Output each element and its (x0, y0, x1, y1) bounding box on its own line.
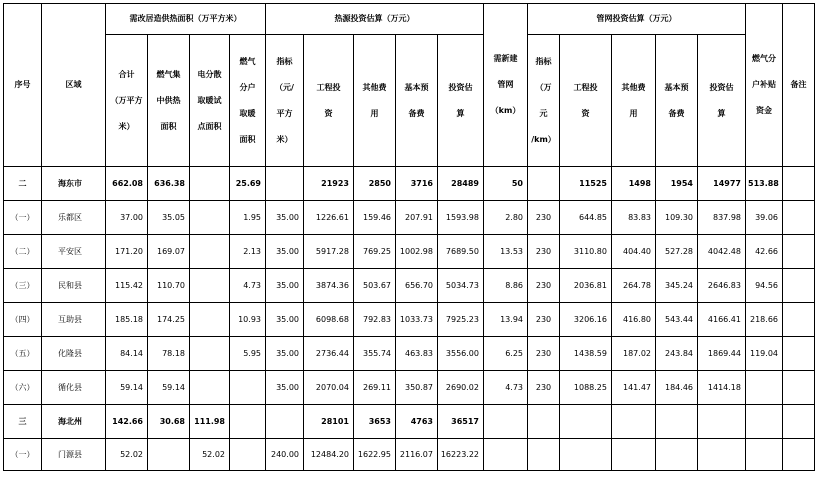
pipe-km-cell: 13.53 (484, 235, 528, 269)
p-other-cell: 416.80 (612, 303, 656, 337)
seq-cell: （六） (4, 371, 42, 405)
p-reserve-cell (656, 439, 698, 471)
total-area-cell: 662.08 (106, 167, 148, 201)
p-eng-cell: 1438.59 (560, 337, 612, 371)
pipe-km-cell: 50 (484, 167, 528, 201)
remark-cell (783, 167, 815, 201)
hs-other-cell: 1622.95 (354, 439, 396, 471)
hs-index-cell (266, 167, 304, 201)
subsidy-cell: 513.88 (746, 167, 783, 201)
p-reserve-cell: 109.30 (656, 201, 698, 235)
table-row (4, 201, 815, 235)
elec-area-cell (190, 303, 230, 337)
p-reserve-cell (656, 405, 698, 439)
elec-area-cell (190, 269, 230, 303)
subsidy-cell (746, 371, 783, 405)
subsidy-cell: 39.06 (746, 201, 783, 235)
gas-house-cell: 25.69 (230, 167, 266, 201)
p-index-cell: 230 (528, 201, 560, 235)
hs-reserve-cell: 1002.98 (396, 235, 438, 269)
pipe-km-cell (484, 439, 528, 471)
table-row (4, 337, 815, 371)
hs-index-cell: 35.00 (266, 337, 304, 371)
hs-index-header: 指标 （元/ 平方 米） (266, 35, 304, 167)
hs-other-header: 其他费 用 (354, 35, 396, 167)
hs-other-cell: 159.46 (354, 201, 396, 235)
region-cell: 化隆县 (42, 337, 106, 371)
hs-eng-cell: 28101 (304, 405, 354, 439)
pipe-km-cell: 13.94 (484, 303, 528, 337)
gas-house-header: 燃气 分户 取暖 面积 (230, 35, 266, 167)
p-reserve-cell: 184.46 (656, 371, 698, 405)
hs-eng-header: 工程投 资 (304, 35, 354, 167)
subsidy-header: 燃气分 户补贴 资金 (746, 4, 783, 167)
p-total-cell: 2646.83 (698, 269, 746, 303)
seq-cell: 二 (4, 167, 42, 201)
p-total-cell: 1414.18 (698, 371, 746, 405)
p-total-cell: 4166.41 (698, 303, 746, 337)
pipe-build-header: 需新建 管网 （km） (484, 4, 528, 167)
elec-area-cell (190, 371, 230, 405)
hs-eng-cell: 12484.20 (304, 439, 354, 471)
remark-cell (783, 439, 815, 471)
region-cell: 海东市 (42, 167, 106, 201)
hs-eng-cell: 21923 (304, 167, 354, 201)
hs-index-cell: 35.00 (266, 371, 304, 405)
pipe-group-header: 管网投资估算（万元） (528, 4, 746, 35)
total-area-cell: 185.18 (106, 303, 148, 337)
gas-house-cell: 2.13 (230, 235, 266, 269)
total-area-cell: 115.42 (106, 269, 148, 303)
hs-other-cell: 792.83 (354, 303, 396, 337)
p-eng-cell: 3110.80 (560, 235, 612, 269)
gas-central-cell: 35.05 (148, 201, 190, 235)
total-area-header: 合计 （万平方 米） (106, 35, 148, 167)
p-total-cell: 837.98 (698, 201, 746, 235)
p-total-header: 投资估 算 (698, 35, 746, 167)
p-eng-cell: 3206.16 (560, 303, 612, 337)
gas-house-cell (230, 405, 266, 439)
p-eng-cell (560, 405, 612, 439)
gas-central-cell: 78.18 (148, 337, 190, 371)
hs-reserve-cell: 4763 (396, 405, 438, 439)
elec-area-header: 电分散 取暖试 点面积 (190, 35, 230, 167)
hs-index-cell: 240.00 (266, 439, 304, 471)
hs-reserve-header: 基本预 备费 (396, 35, 438, 167)
hs-index-cell: 35.00 (266, 303, 304, 337)
region-cell: 循化县 (42, 371, 106, 405)
remark-cell (783, 371, 815, 405)
gas-central-cell: 110.70 (148, 269, 190, 303)
p-eng-cell: 1088.25 (560, 371, 612, 405)
p-reserve-cell: 345.24 (656, 269, 698, 303)
region-cell: 民和县 (42, 269, 106, 303)
elec-area-cell: 52.02 (190, 439, 230, 471)
gas-house-cell: 4.73 (230, 269, 266, 303)
hs-reserve-cell: 2116.07 (396, 439, 438, 471)
hs-reserve-cell: 207.91 (396, 201, 438, 235)
remark-header: 备注 (783, 4, 815, 167)
table-row (4, 269, 815, 303)
p-eng-cell: 11525 (560, 167, 612, 201)
p-index-cell: 230 (528, 235, 560, 269)
table-row (4, 235, 815, 269)
seq-cell: （一） (4, 201, 42, 235)
remark-cell (783, 337, 815, 371)
table-row (4, 405, 815, 439)
p-other-cell: 187.02 (612, 337, 656, 371)
pipe-km-cell: 6.25 (484, 337, 528, 371)
hs-reserve-cell: 350.87 (396, 371, 438, 405)
remark-cell (783, 269, 815, 303)
region-cell: 互助县 (42, 303, 106, 337)
p-other-cell: 404.40 (612, 235, 656, 269)
elec-area-cell (190, 337, 230, 371)
gas-central-cell: 636.38 (148, 167, 190, 201)
p-other-header: 其他费 用 (612, 35, 656, 167)
hs-total-cell: 2690.02 (438, 371, 484, 405)
p-index-cell: 230 (528, 371, 560, 405)
region-cell: 乐都区 (42, 201, 106, 235)
heating-area-group-header: 需改居造供热面积（万平方米） (106, 4, 266, 35)
hs-reserve-cell: 1033.73 (396, 303, 438, 337)
elec-area-cell: 111.98 (190, 405, 230, 439)
p-reserve-cell: 527.28 (656, 235, 698, 269)
hs-total-cell: 7925.23 (438, 303, 484, 337)
table-row (4, 303, 815, 337)
subsidy-cell (746, 439, 783, 471)
hs-reserve-cell: 656.70 (396, 269, 438, 303)
hs-eng-cell: 2070.04 (304, 371, 354, 405)
header-row-1 (4, 4, 815, 35)
gas-central-cell: 59.14 (148, 371, 190, 405)
remark-cell (783, 235, 815, 269)
heat-source-group-header: 热源投资估算（万元） (266, 4, 484, 35)
region-header: 区域 (42, 4, 106, 167)
p-index-cell (528, 405, 560, 439)
pipe-km-cell: 8.86 (484, 269, 528, 303)
hs-reserve-cell: 3716 (396, 167, 438, 201)
hs-other-cell: 2850 (354, 167, 396, 201)
seq-cell: （一） (4, 439, 42, 471)
p-total-cell (698, 439, 746, 471)
seq-cell: 三 (4, 405, 42, 439)
p-index-cell: 230 (528, 269, 560, 303)
total-area-cell: 52.02 (106, 439, 148, 471)
hs-total-cell: 16223.22 (438, 439, 484, 471)
hs-total-cell: 7689.50 (438, 235, 484, 269)
gas-house-cell: 1.95 (230, 201, 266, 235)
p-reserve-cell: 243.84 (656, 337, 698, 371)
hs-total-header: 投资估 算 (438, 35, 484, 167)
hs-eng-cell: 3874.36 (304, 269, 354, 303)
gas-house-cell: 5.95 (230, 337, 266, 371)
gas-house-cell: 10.93 (230, 303, 266, 337)
seq-cell: （二） (4, 235, 42, 269)
p-other-cell: 141.47 (612, 371, 656, 405)
p-total-cell: 4042.48 (698, 235, 746, 269)
pipe-km-cell: 2.80 (484, 201, 528, 235)
seq-cell: （五） (4, 337, 42, 371)
subsidy-cell: 218.66 (746, 303, 783, 337)
gas-central-header: 燃气集 中供热 面积 (148, 35, 190, 167)
table-row (4, 439, 815, 471)
pipe-km-cell: 4.73 (484, 371, 528, 405)
hs-eng-cell: 6098.68 (304, 303, 354, 337)
elec-area-cell (190, 167, 230, 201)
seq-cell: （四） (4, 303, 42, 337)
total-area-cell: 84.14 (106, 337, 148, 371)
p-total-cell (698, 405, 746, 439)
p-other-cell: 83.83 (612, 201, 656, 235)
subsidy-cell: 94.56 (746, 269, 783, 303)
p-eng-cell (560, 439, 612, 471)
total-area-cell: 142.66 (106, 405, 148, 439)
pipe-km-cell (484, 405, 528, 439)
header-row-2 (4, 35, 815, 167)
hs-other-cell: 503.67 (354, 269, 396, 303)
hs-index-cell: 35.00 (266, 235, 304, 269)
hs-index-cell: 35.00 (266, 269, 304, 303)
hs-eng-cell: 5917.28 (304, 235, 354, 269)
p-other-cell: 264.78 (612, 269, 656, 303)
hs-index-cell (266, 405, 304, 439)
gas-central-cell: 169.07 (148, 235, 190, 269)
gas-central-cell (148, 439, 190, 471)
gas-central-cell: 30.68 (148, 405, 190, 439)
total-area-cell: 37.00 (106, 201, 148, 235)
subsidy-cell: 119.04 (746, 337, 783, 371)
p-eng-header: 工程投 资 (560, 35, 612, 167)
seq-cell: （三） (4, 269, 42, 303)
remark-cell (783, 303, 815, 337)
p-index-cell: 230 (528, 303, 560, 337)
hs-total-cell: 28489 (438, 167, 484, 201)
p-index-cell: 230 (528, 337, 560, 371)
subsidy-cell: 42.66 (746, 235, 783, 269)
hs-eng-cell: 2736.44 (304, 337, 354, 371)
p-other-cell (612, 439, 656, 471)
p-index-header: 指标 （万 元 /km） (528, 35, 560, 167)
p-reserve-cell: 1954 (656, 167, 698, 201)
seq-header: 序号 (4, 4, 42, 167)
table-row (4, 371, 815, 405)
gas-house-cell (230, 371, 266, 405)
hs-total-cell: 36517 (438, 405, 484, 439)
gas-central-cell: 174.25 (148, 303, 190, 337)
hs-eng-cell: 1226.61 (304, 201, 354, 235)
total-area-cell: 171.20 (106, 235, 148, 269)
region-cell: 门源县 (42, 439, 106, 471)
investment-table (3, 3, 815, 471)
hs-other-cell: 355.74 (354, 337, 396, 371)
p-index-cell (528, 439, 560, 471)
p-other-cell (612, 405, 656, 439)
elec-area-cell (190, 235, 230, 269)
elec-area-cell (190, 201, 230, 235)
hs-other-cell: 269.11 (354, 371, 396, 405)
p-other-cell: 1498 (612, 167, 656, 201)
p-reserve-cell: 543.44 (656, 303, 698, 337)
p-reserve-header: 基本预 备费 (656, 35, 698, 167)
gas-house-cell (230, 439, 266, 471)
table-row (4, 167, 815, 201)
hs-other-cell: 769.25 (354, 235, 396, 269)
hs-other-cell: 3653 (354, 405, 396, 439)
remark-cell (783, 201, 815, 235)
p-eng-cell: 644.85 (560, 201, 612, 235)
p-index-cell (528, 167, 560, 201)
hs-reserve-cell: 463.83 (396, 337, 438, 371)
hs-index-cell: 35.00 (266, 201, 304, 235)
region-cell: 海北州 (42, 405, 106, 439)
p-eng-cell: 2036.81 (560, 269, 612, 303)
hs-total-cell: 1593.98 (438, 201, 484, 235)
remark-cell (783, 405, 815, 439)
hs-total-cell: 5034.73 (438, 269, 484, 303)
p-total-cell: 1869.44 (698, 337, 746, 371)
hs-total-cell: 3556.00 (438, 337, 484, 371)
total-area-cell: 59.14 (106, 371, 148, 405)
subsidy-cell (746, 405, 783, 439)
p-total-cell: 14977 (698, 167, 746, 201)
region-cell: 平安区 (42, 235, 106, 269)
